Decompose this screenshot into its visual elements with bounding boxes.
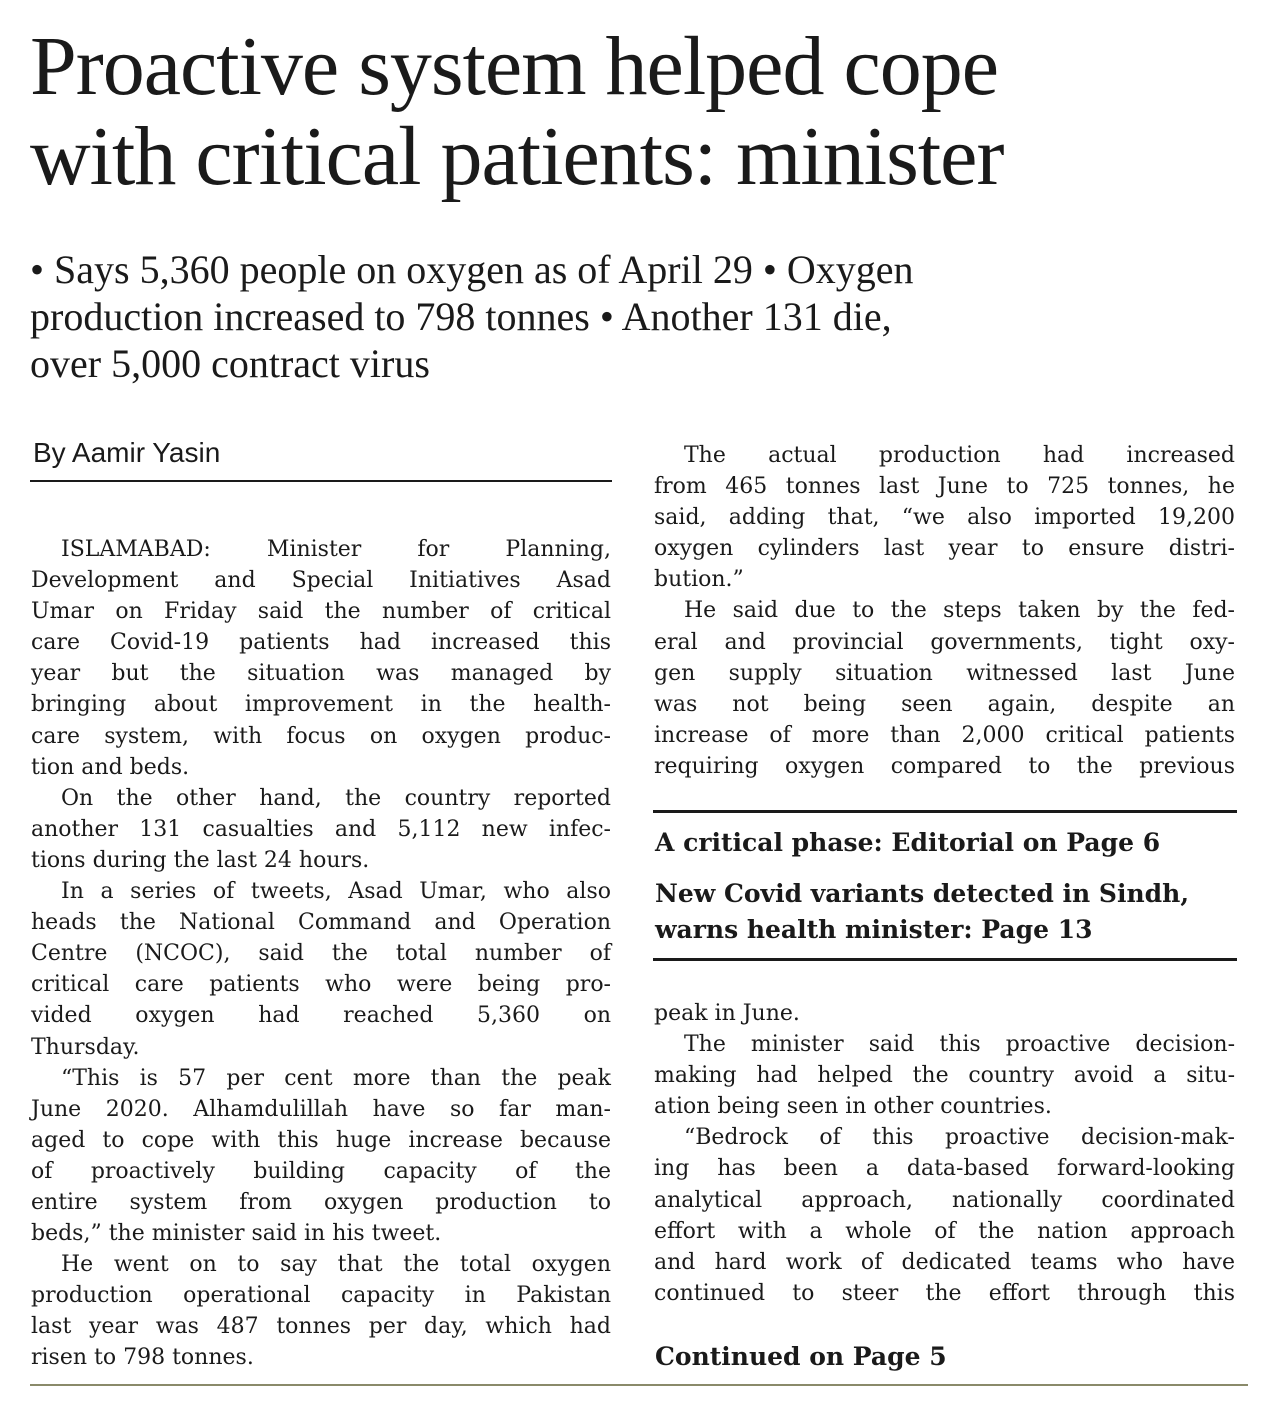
text-line: In a series of tweets, Asad Umar, who also (61, 879, 611, 905)
text-line: Development and Special Initiatives Asad (31, 568, 611, 594)
text-line: ing has been a data-based forward-looking (654, 1156, 1235, 1182)
text-line: Centre (NCOC), said the total number of (31, 941, 611, 967)
text-line: The minister said this proactive decision- (684, 1032, 1235, 1058)
text-line: peak in June. (654, 1001, 800, 1026)
text-line: of proactively building capacity of the (31, 1158, 611, 1184)
promo-item-variants[interactable] (655, 876, 1245, 948)
text-line: The actual production had increased (684, 443, 1235, 468)
headline-line: with critical patients: minister (30, 110, 1004, 203)
text-line: care Covid-19 patients had increased this (31, 630, 611, 656)
column-right-bottom (654, 998, 1235, 1309)
deck-line: over 5,000 contract virus (30, 341, 430, 386)
text-line: continued to steer the effort through this (654, 1280, 1235, 1306)
text-line: aged to cope with this huge increase because (31, 1127, 611, 1153)
text-line: tion and beds. (31, 754, 190, 780)
text-line: year but the situation was managed by (31, 661, 611, 687)
text-line: Umar on Friday said the number of critical (31, 599, 611, 625)
continued-link[interactable]: Continued on Page 5 (655, 1342, 947, 1371)
text-line: gen supply situation witnessed last June (654, 660, 1235, 686)
text-line: increase of more than 2,000 critical patients (654, 722, 1235, 748)
text-line: analytical approach, nationally coordinated (654, 1187, 1235, 1213)
promo-bottom-rule (653, 958, 1237, 961)
byline: By Aamir Yasin (33, 437, 221, 468)
text-line: bution.” (654, 567, 744, 593)
text-line: ation being seen in other countries. (654, 1094, 1052, 1120)
headline (30, 22, 1250, 202)
text-line: ISLAMABAD: Minister for Planning, (61, 537, 611, 562)
promo-top-rule (653, 810, 1237, 813)
text-line: He went on to say that the total oxygen (61, 1252, 611, 1278)
text-line: another 131 casualties and 5,112 new infec- (31, 816, 611, 842)
text-line: last year was 487 tonnes per day, which had (31, 1314, 611, 1340)
text-line: risen to 798 tonnes. (31, 1345, 254, 1371)
text-line: “This is 57 per cent more than the peak (61, 1065, 611, 1091)
text-line: care system, with focus on oxygen produc- (31, 723, 611, 749)
text-line: oxygen cylinders last year to ensure distri- (654, 536, 1235, 562)
text-line: Thursday. (31, 1034, 140, 1060)
promo-item-editorial[interactable] (655, 825, 1245, 861)
text-line: heads the National Command and Operation (31, 910, 611, 936)
promo-text: warns health minister: Page 13 (655, 915, 1093, 944)
byline-rule (30, 480, 612, 482)
text-line: beds,” the minister said in his tweet. (31, 1221, 442, 1247)
text-line: from 465 tonnes last June to 725 tonnes, he (654, 474, 1235, 500)
text-line: critical care patients who were being pro- (31, 972, 611, 998)
text-line: effort with a whole of the nation approach (654, 1218, 1235, 1244)
text-line: June 2020. Alhamdulillah have so far man- (31, 1096, 611, 1122)
text-line: He said due to the steps taken by the fed- (684, 598, 1235, 624)
column-left (31, 534, 611, 1374)
deck-line: • Says 5,360 people on oxygen as of April 29 • Oxygen (30, 247, 914, 292)
text-line: making had helped the country avoid a situ- (654, 1063, 1235, 1089)
text-line: requiring oxygen compared to the previous (654, 753, 1235, 779)
text-line: tions during the last 24 hours. (31, 847, 370, 873)
text-line: and hard work of dedicated teams who have (654, 1249, 1235, 1275)
text-line: bringing about improvement in the health- (31, 692, 611, 718)
text-line: was not being seen again, despite an (654, 691, 1235, 717)
text-line: vided oxygen had reached 5,360 on (31, 1003, 611, 1029)
column-right-top (654, 440, 1235, 782)
text-line: entire system from oxygen production to (31, 1189, 611, 1215)
text-line: said, adding that, “we also imported 19,200 (654, 505, 1235, 531)
deck-line: production increased to 798 tonnes • Another 131 die, (30, 294, 892, 339)
promo-text: A critical phase: Editorial on Page 6 (655, 828, 1161, 857)
text-line: eral and provincial governments, tight oxy- (654, 629, 1235, 655)
promo-text: New Covid variants detected in Sindh, (655, 879, 1190, 908)
page-bottom-rule (30, 1384, 1248, 1386)
deck (30, 246, 1250, 387)
text-line: “Bedrock of this proactive decision-mak- (684, 1125, 1235, 1151)
headline-line: Proactive system helped cope (30, 20, 999, 113)
text-line: production operational capacity in Pakistan (31, 1283, 611, 1309)
text-line: On the other hand, the country reported (61, 785, 611, 811)
